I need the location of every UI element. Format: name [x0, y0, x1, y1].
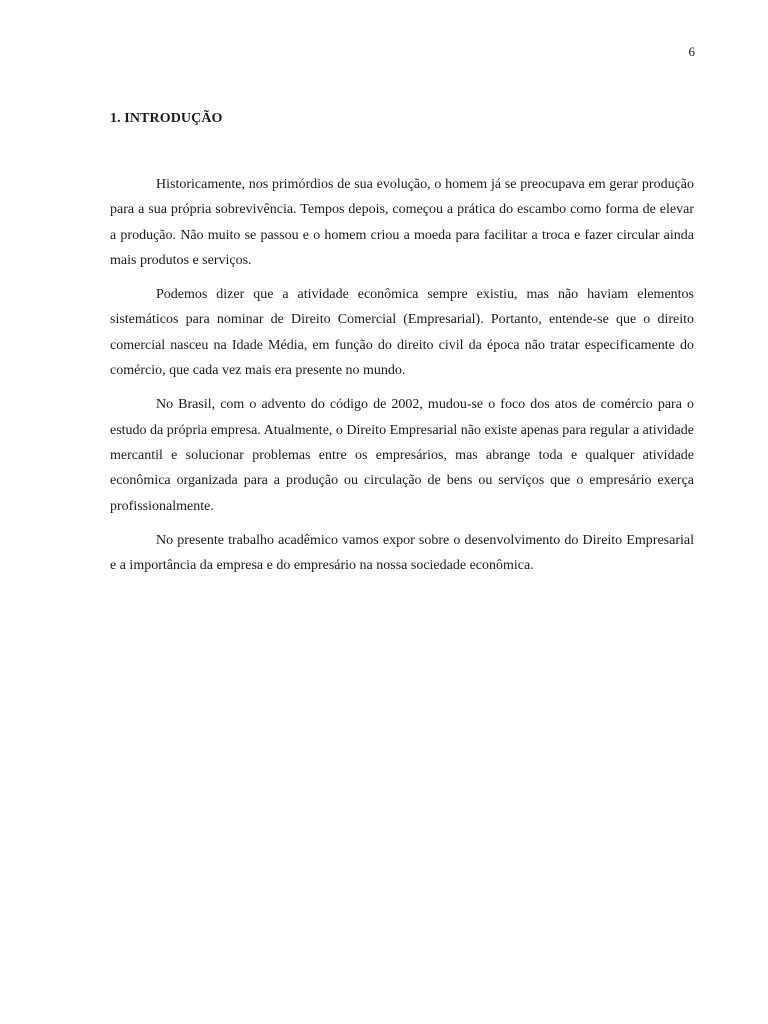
paragraph-brazil-business-law: No Brasil, com o advento do código de 2002, mudou-se o foco dos atos de comércio para o estudo da própria empresa. Atualmente, o Direito Empresarial não existe apenas para regular a atividade mercantil e solucionar problemas entre os empresários, mas abrange toda e qualquer atividade econômica organizada para a produção ou circulação de bens ou serviços que o empresário exerça profissionalmente.: [110, 397, 694, 514]
section-body: [110, 172, 694, 587]
page-number: 6: [688, 44, 695, 59]
paragraph-work-purpose: No presente trabalho acadêmico vamos expor sobre o desenvolvimento do Direito Empresarial e a importância da empresa e do empresário na nossa sociedade econômica.: [110, 532, 694, 574]
section-heading: 1. INTRODUÇÃO: [110, 111, 223, 126]
paragraph-historical-origins: Historicamente, nos primórdios de sua evolução, o homem já se preocupava em gerar produção para a sua própria sobrevivência. Tempos depois, começou a prática do escambo como forma de elevar a produção. Não muito se passou e o homem criou a moeda para facilitar a troca e fazer circular ainda mais produtos e serviços.: [110, 177, 694, 268]
paragraph-commercial-law-origin: Podemos dizer que a atividade econômica sempre existiu, mas não haviam elementos sistemáticos para nominar de Direito Comercial (Empresarial). Portanto, entende-se que o direito comercial nasceu na Idade Média, em função do direito civil da época não tratar especificamente do comércio, que cada vez mais era presente no mundo.: [110, 287, 694, 379]
